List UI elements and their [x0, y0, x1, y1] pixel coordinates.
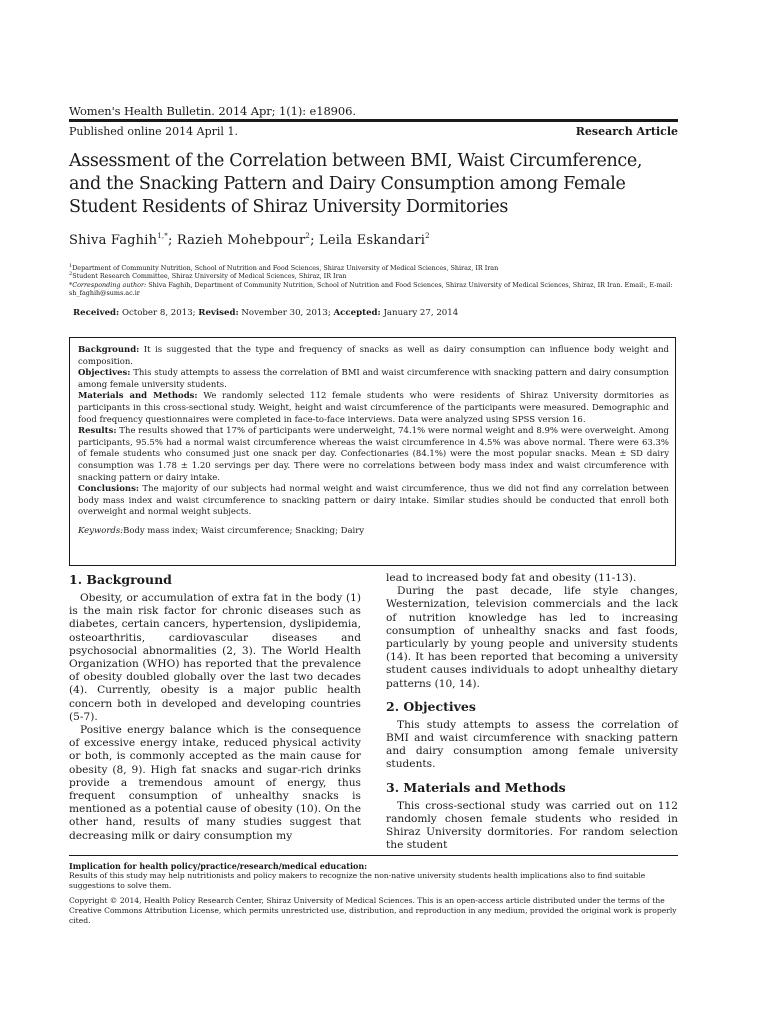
abstract-text: The results showed that 17% of participants were underweight, 74.1% were normal weight and 8.9% were overweight. Among participants, 95.5% had a normal waist circumference whereas the waist circumference in 4.5% was above normal. There were 63.3% of female students who consumed just one snack per day. Confectionaries (84.1%) were the most popular snacks. Mean ± SD dairy consumption was 1.78 ± 1.20 servings per day. There were no correlations between body mass index and waist circumference with snacking pattern or dairy intake.	[78, 426, 669, 483]
body-paragraph: This study attempts to assess the correlation of BMI and waist circumference with snacking pattern and dairy consumption among female university students.	[386, 718, 678, 771]
author-name[interactable]: Razieh Mohebpour	[176, 233, 306, 248]
abstract-box	[69, 337, 676, 566]
implication-text: Results of this study may help nutritionists and policy makers to recognize the non-native university students health implications also to find suitable suggestions to solve them.	[69, 871, 646, 890]
affiliation-text: Student Research Committee, Shiraz University of Medical Sciences, Shiraz, IR Iran	[72, 272, 347, 281]
abstract-results	[78, 426, 669, 484]
keywords-label: Keywords:	[78, 525, 124, 536]
corresponding-author	[69, 281, 678, 298]
abstract-keywords	[78, 526, 669, 538]
corresponding-author-label: *Corresponding author:	[69, 281, 147, 289]
author-affiliation-mark: 2	[305, 232, 311, 240]
author-affiliation-mark: 2	[425, 232, 430, 240]
received-label: Received:	[73, 308, 120, 318]
body-paragraph: Positive energy balance which is the consequence of excessive energy intake, reduced physical activity or both, is commonly accepted as the main cause for obesity (8, 9). High fat snacks and sugar-rich drinks provide a tremendous amount of energy, thus frequent consumption of unhealthy snacks is mentioned as a potential cause of obesity (10). On the other hand, results of many studies suggest that decreasing milk or dairy consumption my	[69, 724, 361, 842]
abstract-label: Conclusions:	[78, 484, 139, 495]
article-type: Research Article	[575, 125, 678, 138]
implication-heading: Implication for health policy/practice/research/medical education:	[69, 861, 368, 871]
accepted-date: January 27, 2014	[380, 308, 459, 318]
received-date: October 8, 2013;	[119, 308, 199, 318]
author-affiliation-mark: 1,*	[157, 232, 168, 240]
author-separator: ;	[167, 233, 177, 248]
author-list	[69, 232, 430, 248]
affiliation-text: Department of Community Nutrition, School of Nutrition and Food Sciences, Shiraz University of Medical Sciences, Shiraz, IR Iran	[72, 264, 499, 273]
header-rule	[69, 119, 678, 122]
section-heading: 2. Objectives	[386, 698, 476, 714]
abstract-label: Objectives:	[78, 368, 131, 379]
author-name[interactable]: Leila Eskandari	[318, 233, 426, 248]
abstract-label: Background:	[78, 345, 140, 355]
body-paragraph: This cross-sectional study was carried out on 112 randomly chosen female students who resided in Shiraz University dormitories. For random selection the student	[386, 799, 678, 852]
article-dates	[73, 308, 458, 318]
keywords-text: Body mass index; Waist circumference; Snacking; Dairy	[123, 525, 365, 536]
body-paragraph: Obesity, or accumulation of extra fat in the body (1) is the main risk factor for chronic diseases such as diabetes, certain cancers, hypertension, dyslipidemia, osteoarthritis, cardiovascular diseases and psychosocial abnormalities (2, 3). The World Health Organization (WHO) has reported that the prevalence of obesity doubled globally over the last two decades (4). Currently, obesity is a major public health concern both in developed and developing countries (5-7).	[69, 592, 361, 723]
section-heading: 3. Materials and Methods	[386, 779, 566, 795]
body-paragraph: During the past decade, life style changes, Westernization, television commercials and the lack of nutrition knowledge has led to increasing consumption of unhealthy snacks and fast foods, particularly by young people and university students (14). It has been reported that becoming a university student causes individuals to adopt unhealthy dietary patterns (10, 14).	[386, 585, 678, 690]
abstract-conclusions	[78, 484, 669, 519]
published-date: Published online 2014 April 1.	[69, 125, 238, 138]
abstract-methods	[78, 391, 669, 426]
section-heading: 1. Background	[69, 572, 172, 587]
accepted-label: Accepted:	[333, 308, 381, 318]
abstract-label: Materials and Methods:	[78, 391, 198, 402]
paper-title: Assessment of the Correlation between BMI, Waist Circumference, and the Snacking Pattern and Dairy Consumption among Female Student Residents of Shiraz University Dormitories	[69, 151, 643, 217]
abstract-text: This study attempts to assess the correlation of BMI and waist circumference with snacking pattern and dairy consumption among female university students.	[78, 368, 669, 390]
journal-citation: Women's Health Bulletin. 2014 Apr; 1(1): e18906.	[69, 104, 356, 118]
body-column-left	[69, 572, 361, 843]
affiliation-number: 2	[69, 271, 73, 277]
corresponding-author-text[interactable]: Shiva Faghih, Department of Community Nutrition, School of Nutrition and Food Sciences, Shiraz University of Medical Sciences, Shiraz, IR Iran. Email:, E-mail: sh_faghih@sums.ac.ir	[69, 281, 673, 298]
body-paragraph: lead to increased body fat and obesity (11-13).	[386, 572, 637, 584]
abstract-text: It is suggested that the type and frequency of snacks as well as dairy consumption can influence body weight and composition.	[78, 345, 669, 367]
revised-label: Revised:	[198, 308, 239, 318]
abstract-objectives	[78, 368, 669, 391]
affiliation	[69, 270, 678, 280]
abstract-text: We randomly selected 112 female students who were residents of Shiraz University dormitories as participants in this cross-sectional study. Weight, height and waist circumference of the participants were measured. Demographic and food frequency questionnaires were completed in face-to-face interviews. Data were analyzed using SPSS version 16.	[78, 391, 669, 425]
author-name[interactable]: Shiva Faghih	[69, 233, 158, 248]
footer-rule	[69, 855, 678, 856]
abstract-text: The majority of our subjects had normal weight and waist circumference, thus we did not find any correlation between body mass index and waist circumference to snacking pattern or dairy intake. Similar studies should be conducted that enroll both overweight and normal weight subjects.	[78, 484, 669, 518]
affiliation-number: 1	[69, 263, 73, 269]
abstract-background	[78, 345, 669, 368]
body-column-right	[386, 572, 678, 852]
abstract-label: Results:	[78, 426, 117, 437]
copyright-notice: Copyright © 2014, Health Policy Research Center, Shiraz University of Medical Sciences. This is an open-access article distributed under the terms of the Creative Commons Attribution License, which permits unrestricted use, distribution, and reproduction in any medium, provided the original work is properly cited.	[69, 896, 677, 925]
revised-date: November 30, 2013;	[238, 308, 334, 318]
author-separator: ;	[310, 233, 319, 248]
